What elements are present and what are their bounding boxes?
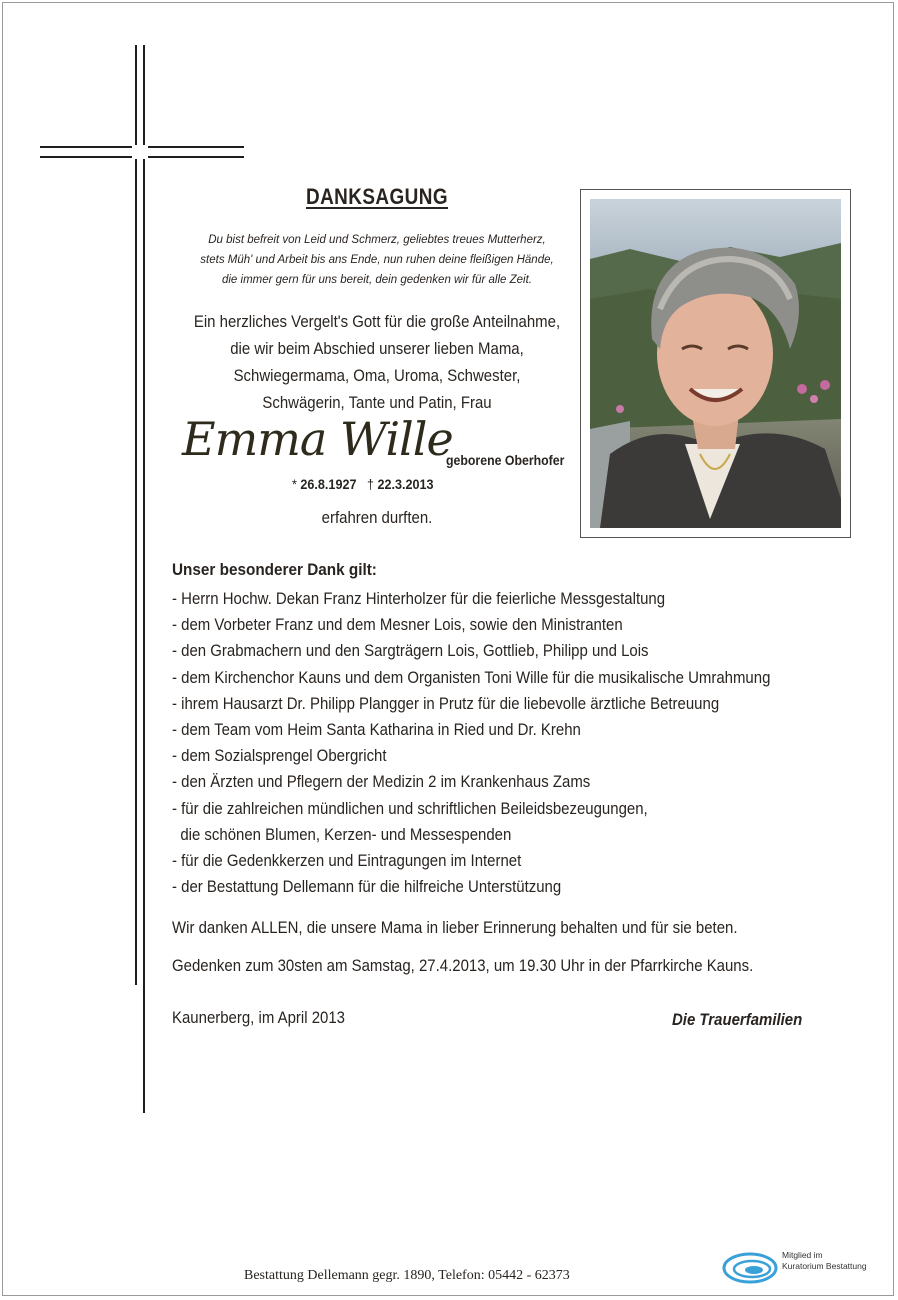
life-dates <box>292 476 434 492</box>
cross-vertical-line-right <box>143 45 145 1113</box>
list-item: - für die Gedenkkerzen und Eintragungen im Internet <box>172 851 522 871</box>
list-item: - der Bestattung Dellemann für die hilfreiche Unterstützung <box>172 877 562 897</box>
list-item: - ihrem Hausarzt Dr. Philipp Plangger in Prutz für die liebevolle ärztliche Betreuung <box>172 693 720 713</box>
portrait-photo <box>590 199 841 528</box>
memorial-poem <box>170 230 584 290</box>
page-title: DANKSAGUNG <box>305 184 449 209</box>
poem-line: stets Müh' und Arbeit bis ans Ende, nun ruhen deine fleißigen Hände, <box>200 254 554 266</box>
list-item: - für die zahlreichen mündlichen und schriftlichen Beileidsbezeugungen, <box>172 798 648 818</box>
death-date: 22.3.2013 <box>377 476 434 492</box>
list-item: - Herrn Hochw. Dekan Franz Hinterholzer für die feierliche Messgestaltung <box>172 589 666 608</box>
footer-contact: Bestattung Dellemann gegr. 1890, Telefon: 05442 - 62373 <box>244 1268 570 1283</box>
list-item: - den Grabmachern und den Sargträgern Lois, Gottlieb, Philipp und Lois <box>172 641 649 661</box>
signature: Die Trauerfamilien <box>672 1010 803 1029</box>
cross-intersection-gap <box>132 145 148 159</box>
thanks-list <box>172 586 770 900</box>
learned-text: erfahren durften. <box>321 508 433 527</box>
list-item: - den Ärzten und Pflegern der Medizin 2 im Krankenhaus Zams <box>172 772 591 792</box>
logo-caption <box>782 1250 867 1272</box>
birth-symbol: * <box>292 476 297 492</box>
intro-line: Schwägerin, Tante und Patin, Frau <box>262 393 492 412</box>
logo-caption-line: Kuratorium Bestattung <box>782 1261 867 1271</box>
poem-line: die immer gern für uns bereit, dein gedenken wir für alle Zeit. <box>221 274 532 286</box>
portrait-frame <box>580 189 851 538</box>
cross-vertical-line-left <box>135 45 137 985</box>
list-item: - dem Kirchenchor Kauns und dem Organisten Toni Wille für die musikalische Umrahmung <box>172 667 771 687</box>
list-item: - dem Team vom Heim Santa Katharina in Ried und Dr. Krehn <box>172 720 581 740</box>
portrait-illustration <box>590 199 841 528</box>
list-item: die schönen Blumen, Kerzen- und Messespenden <box>172 824 512 844</box>
intro-line: Ein herzliches Vergelt's Gott für die große Anteilnahme, <box>193 312 561 331</box>
born-name: geborene Oberhofer <box>446 452 565 468</box>
list-item: - dem Sozialsprengel Obergricht <box>172 746 387 766</box>
list-item: - dem Vorbeter Franz und dem Mesner Lois, sowie den Ministranten <box>172 615 623 635</box>
poem-line: Du bist befreit von Leid und Schmerz, geliebtes treues Mutterherz, <box>208 234 546 246</box>
intro-line: Schwiegermama, Oma, Uroma, Schwester, <box>233 366 521 385</box>
intro-text <box>190 308 563 416</box>
thanks-title: Unser besonderer Dank gilt: <box>172 560 377 579</box>
birth-date: 26.8.1927 <box>300 476 357 492</box>
memorial-service-note: Gedenken zum 30sten am Samstag, 27.4.2013, um 19.30 Uhr in der Pfarrkirche Kauns. <box>172 956 754 975</box>
closing-thanks: Wir danken ALLEN, die unsere Mama in lieber Erinnerung behalten und für sie beten. <box>172 918 738 937</box>
logo-caption-line: Mitglied im <box>782 1250 823 1260</box>
death-symbol: † <box>366 476 374 492</box>
place-date: Kaunerberg, im April 2013 <box>172 1008 345 1027</box>
deceased-name: Emma Wille <box>182 412 453 466</box>
intro-line: die wir beim Abschied unserer lieben Mama, <box>230 339 524 358</box>
